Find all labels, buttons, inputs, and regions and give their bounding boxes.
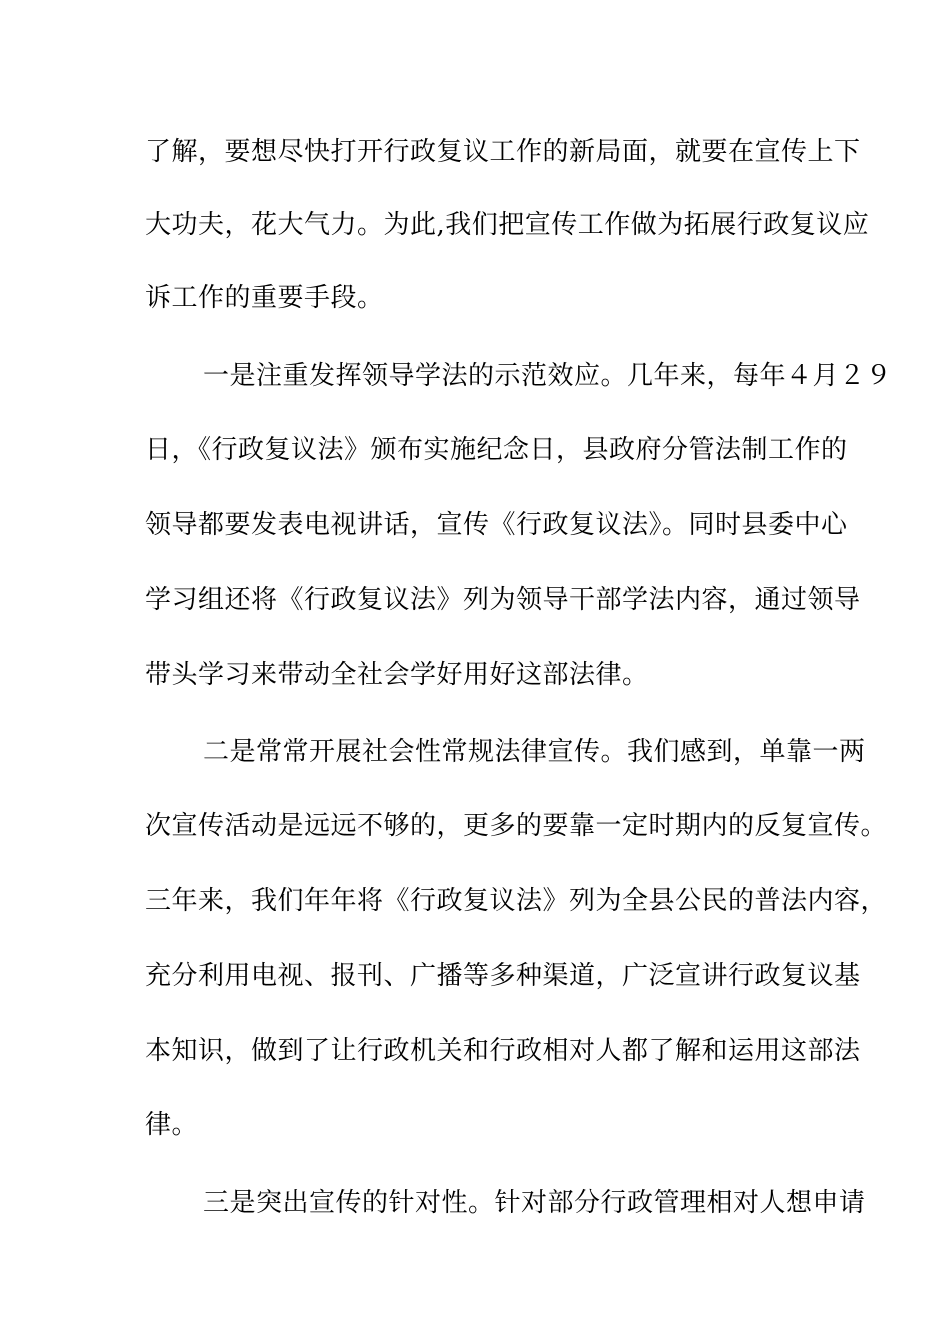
text-line: 领导都要发表电视讲话，宣传《行政复议法》。同时县委中心	[145, 510, 848, 540]
text-line: 大功夫，花大气力。为此,我们把宣传工作做为拓展行政复议应	[145, 210, 870, 240]
paragraph-start-line: 一是注重发挥领导学法的示范效应。几年来，每年４月２９	[203, 361, 893, 391]
text-line: 律。	[145, 1110, 199, 1140]
text-line: 日，《行政复议法》颁布实施纪念日，县政府分管法制工作的	[145, 435, 848, 465]
text-line: 诉工作的重要手段。	[145, 283, 384, 313]
text-line: 带头学习来带动全社会学好用好这部法律。	[145, 660, 649, 690]
text-line: 本知识，做到了让行政机关和行政相对人都了解和运用这部法	[145, 1036, 861, 1066]
paragraph-start-line: 二是常常开展社会性常规法律宣传。我们感到，单靠一两	[203, 737, 866, 767]
text-line: 次宣传活动是远远不够的，更多的要靠一定时期内的反复宣传。	[145, 811, 888, 841]
text-line: 三年来，我们年年将《行政复议法》列为全县公民的普法内容，	[145, 886, 888, 916]
text-line: 学习组还将《行政复议法》列为领导干部学法内容，通过领导	[145, 585, 861, 615]
paragraph-start-line: 三是突出宣传的针对性。针对部分行政管理相对人想申请	[203, 1188, 866, 1218]
text-line: 充分利用电视、报刊、广播等多种渠道，广泛宣讲行政复议基	[145, 961, 861, 991]
text-line: 了解，要想尽快打开行政复议工作的新局面，就要在宣传上下	[145, 137, 861, 167]
